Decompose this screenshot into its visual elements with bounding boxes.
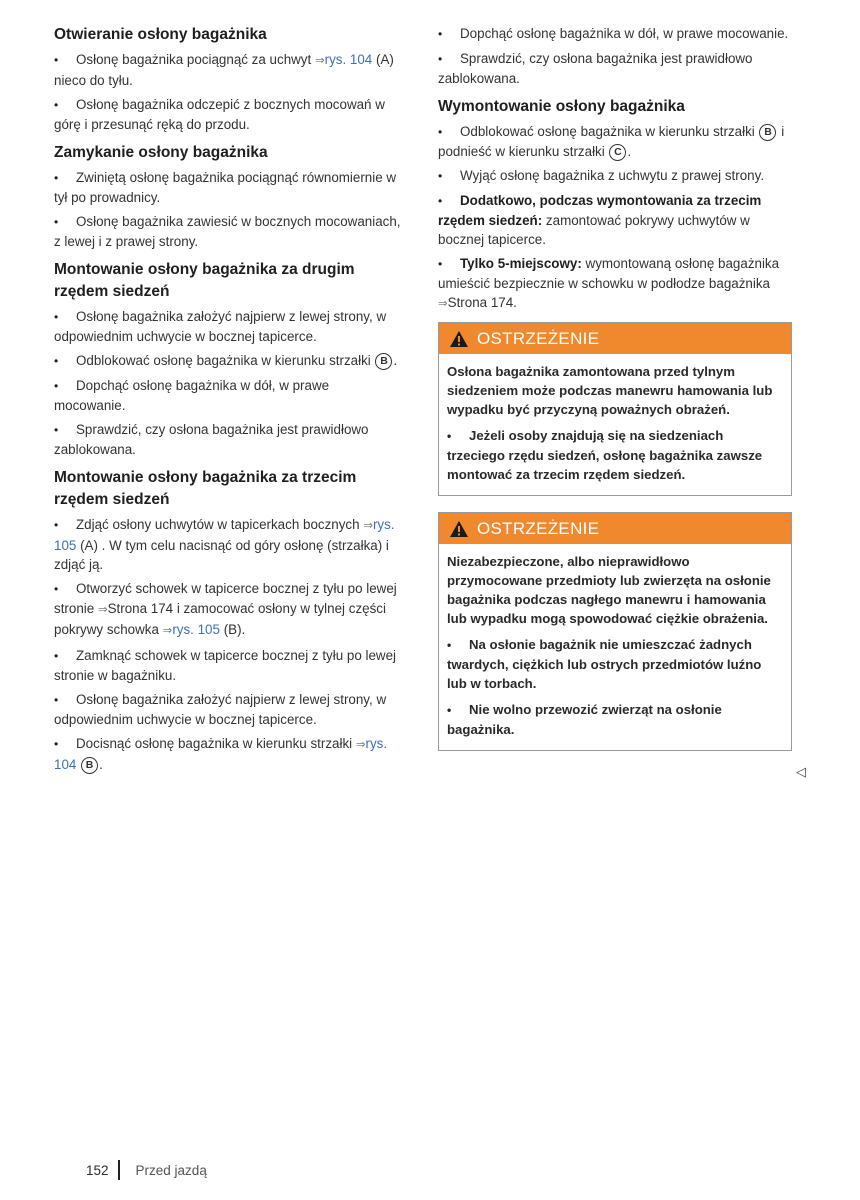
section-end-icon: ◁ <box>796 764 806 779</box>
bullet-icon: • <box>54 737 59 751</box>
warning-box <box>438 322 792 496</box>
circled-letter-c-icon: C <box>609 144 626 161</box>
list-item: • Sprawdzić, czy osłona bagażnika jest prawidłowo zablokowana. <box>54 422 369 457</box>
continued-list <box>438 24 792 88</box>
bullet-icon: • <box>54 379 59 393</box>
left-column <box>54 24 404 782</box>
warning-body <box>439 544 791 750</box>
section-title: Wymontowanie osłony bagażnika <box>438 98 685 115</box>
page-reference-link[interactable]: Strona 174 <box>447 295 514 310</box>
bullet-icon: • <box>54 423 59 437</box>
list-item: • Dopchąć osłonę bagażnika w dół, w prawe mocowanie. <box>54 378 330 413</box>
list-item: • Odblokować osłonę bagażnika w kierunku strzałki B i podnieść w kierunku strzałki C . <box>438 124 785 159</box>
warning-title: OSTRZEŻENIE <box>477 518 600 538</box>
page-footer <box>86 1160 207 1180</box>
list-item: • Zamknąć schowek w tapicerce bocznej z tyłu po lewej stronie w bagażniku. <box>54 648 397 683</box>
reference-arrow-icon: ⇒ <box>97 604 108 616</box>
list-item: • Dodatkowo, podczas wymontowania za trzecim rzędem siedzeń: zamontować pokrywy uchwytów w bocznej tapicerce. <box>438 193 762 247</box>
bullet-icon: • <box>447 429 452 443</box>
list-item: • Dopchąć osłonę bagażnika w dół, w prawe mocowanie. <box>438 24 792 44</box>
bullet-icon: • <box>54 171 59 185</box>
circled-letter-b-icon: B <box>81 757 98 774</box>
section-closing <box>54 142 404 251</box>
list-item: • Wyjąć osłonę bagażnika z uchwytu z prawej strony. <box>438 166 792 186</box>
section-mount-second-row <box>54 259 404 459</box>
warning-item: • Na osłonie bagażnik nie umieszczać żadnych twardych, ciężkich lub ostrych przedmiotów luźno lub w torbach. <box>447 637 762 691</box>
section-opening <box>54 24 404 134</box>
list-item: • Osłonę bagażnika założyć najpierw z lewej strony, w odpowiednim uchwycie w bocznej tapicerce. <box>54 309 387 344</box>
section-mount-third-row <box>54 467 404 774</box>
warning-triangle-icon <box>449 330 469 348</box>
bullet-icon: • <box>54 693 59 707</box>
list-item: • Odblokować osłonę bagażnika w kierunku strzałki B . <box>54 351 404 371</box>
bullet-icon: • <box>447 703 452 717</box>
reference-arrow-icon: ⇒ <box>314 55 325 67</box>
reference-arrow-icon: ⇒ <box>162 625 173 637</box>
bullet-icon: • <box>54 310 59 324</box>
section-removal <box>438 96 792 314</box>
bullet-icon: • <box>438 169 443 183</box>
bullet-icon: • <box>438 27 443 41</box>
page-number: 152 <box>86 1162 109 1178</box>
warning-triangle-icon <box>449 520 469 538</box>
right-column <box>438 24 792 751</box>
circled-letter-b-icon: B <box>375 353 392 370</box>
section-title: Zamykanie osłony bagażnika <box>54 144 268 161</box>
figure-reference-link[interactable]: rys. 105 <box>172 622 220 637</box>
bullet-icon: • <box>54 215 59 229</box>
warning-header <box>439 513 791 544</box>
warning-body <box>439 354 791 495</box>
bullet-icon: • <box>447 638 452 652</box>
list-item: • Zwiniętą osłonę bagażnika pociągnąć równomiernie w tył po prowadnicy. <box>54 170 397 205</box>
figure-reference-link[interactable]: rys. 105 <box>54 517 395 553</box>
circled-letter-b-icon: B <box>759 124 776 141</box>
figure-reference-link[interactable]: rys. 104 <box>54 736 388 772</box>
footer-divider <box>118 1160 120 1180</box>
warning-header <box>439 323 791 354</box>
reference-arrow-icon: ⇒ <box>355 739 366 751</box>
warning-text: Niezabezpieczone, albo nieprawidłowo przymocowane przedmioty lub zwierzęta na osłonie bagażnika podczas nagłego manewru i hamowania lub wypadku mogą spowodować ciężkie obrażenia. <box>447 554 771 626</box>
bullet-icon: • <box>54 518 59 532</box>
chapter-title: Przed jazdą <box>135 1162 207 1178</box>
figure-reference-link[interactable]: rys. 104 <box>324 52 373 67</box>
section-title: Otwieranie osłony bagażnika <box>54 26 267 43</box>
warning-text: Osłona bagażnika zamontowana przed tylnym siedzeniem może podczas manewru hamowania lub wypadku być przyczyną poważnych obrażeń. <box>447 364 773 417</box>
list-item: • Docisnąć osłonę bagażnika w kierunku strzałki ⇒rys. 104 B . <box>54 736 388 772</box>
list-item: • Tylko 5-miejscowy: wymontowaną osłonę bagażnika umieścić bezpiecznie w schowku w podłodze bagażnika ⇒Strona 174. <box>438 256 780 310</box>
page-reference-link[interactable]: Strona 174 <box>107 601 174 616</box>
list-item: • Otworzyć schowek w tapicerce bocznej z tyłu po lewej stronie ⇒Strona 174 i zamocować osłony w tylnej części pokrywy schowka ⇒rys. 105 (B). <box>54 581 397 637</box>
bullet-icon: • <box>54 354 59 368</box>
bullet-icon: • <box>438 194 443 208</box>
reference-arrow-icon: ⇒ <box>363 520 373 532</box>
bullet-icon: • <box>438 257 443 271</box>
reference-arrow-icon: ⇒ <box>438 298 448 310</box>
bullet-icon: • <box>54 98 59 112</box>
list-item: • Osłonę bagażnika odczepić z bocznych mocowań w górę i przesunąć ręką do przodu. <box>54 97 385 132</box>
list-item: • Zdjąć osłony uchwytów w tapicerkach bocznych ⇒rys. 105 (A) . W tym celu nacisnąć od góry osłonę (strzałka) i zdjąć ją. <box>54 517 395 572</box>
list-item: • Osłonę bagażnika pociągnąć za uchwyt ⇒rys. 104 (A) nieco do tyłu. <box>54 52 394 88</box>
bullet-icon: • <box>438 52 443 66</box>
section-title: Montowanie osłony bagażnika za drugim rzędem siedzeń <box>54 261 355 300</box>
list-item: • Osłonę bagażnika zawiesić w bocznych mocowaniach, z lewej i z prawej strony. <box>54 214 401 249</box>
warning-title: OSTRZEŻENIE <box>477 328 600 348</box>
list-item: • Osłonę bagażnika założyć najpierw z lewej strony, w odpowiednim uchwycie w bocznej tapicerce. <box>54 692 387 727</box>
list-item: • Sprawdzić, czy osłona bagażnika jest prawidłowo zablokowana. <box>438 51 753 86</box>
bullet-icon: • <box>54 649 59 663</box>
warning-item: • Nie wolno przewozić zwierząt na osłonie bagażnika. <box>447 702 722 737</box>
warning-item: • Jeżeli osoby znajdują się na siedzeniach trzeciego rzędu siedzeń, osłonę bagażnika zawsze montować za trzecim rzędem siedzeń. <box>447 428 763 482</box>
bullet-icon: • <box>54 582 59 596</box>
bullet-icon: • <box>54 53 59 67</box>
warning-box <box>438 512 792 751</box>
bullet-icon: • <box>438 125 443 139</box>
section-title: Montowanie osłony bagażnika za trzecim rzędem siedzeń <box>54 469 357 508</box>
